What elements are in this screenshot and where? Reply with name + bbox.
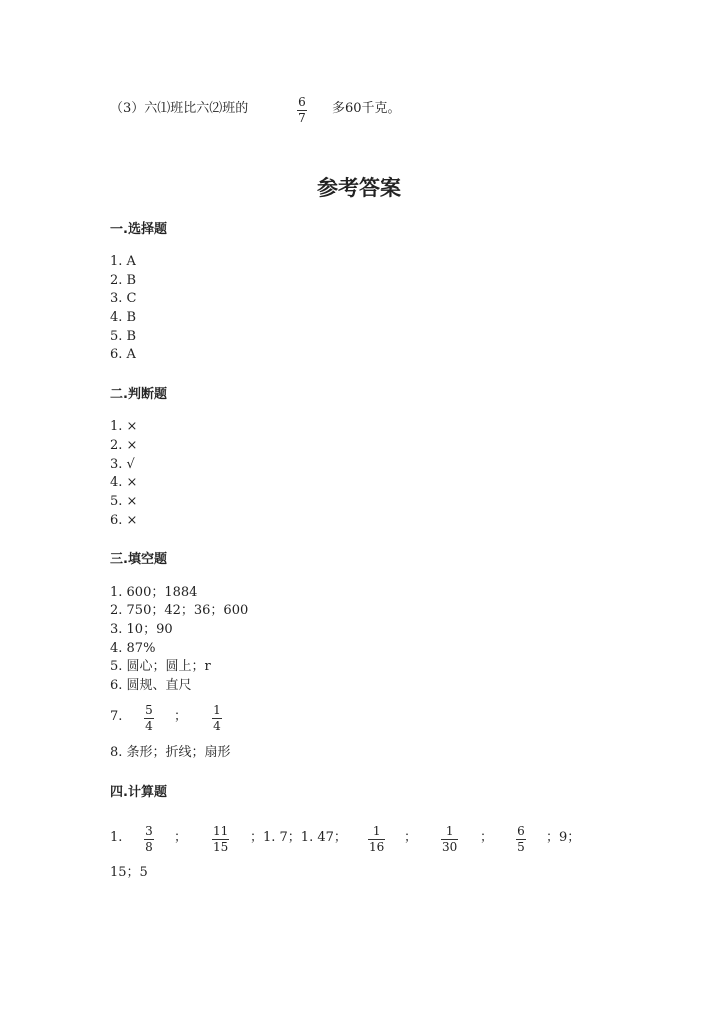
answer-item: 2. B — [110, 273, 137, 288]
calc-fraction-5 — [516, 825, 526, 854]
answer-item: 4. 87% — [110, 641, 156, 656]
fraction-numerator: 1 — [213, 703, 221, 717]
calc-line-2: 15；5 — [110, 865, 148, 880]
question-3-prefix: （3）六⑴班比六⑵班的 — [110, 101, 249, 116]
calc-fraction-2 — [212, 825, 229, 854]
fraction-numerator: 1 — [445, 824, 454, 838]
answer-item: 2. 750；42；36；600 — [110, 603, 249, 618]
answer-item: 5. 圆心；圆上；r — [110, 659, 211, 674]
fraction-denominator: 30 — [442, 840, 458, 854]
answer-item: 3. √ — [110, 457, 135, 472]
question-3-suffix: 多60千克。 — [332, 101, 401, 116]
fraction-numerator: 1 — [372, 824, 381, 838]
answer-item: 6. A — [110, 347, 136, 362]
section-heading-judge: 二.判断题 — [110, 387, 167, 402]
calc-item-1-label: 1. — [110, 830, 123, 845]
fraction-denominator: 16 — [369, 840, 385, 854]
fraction-denominator: 5 — [517, 840, 525, 854]
fraction-numerator: 6 — [517, 824, 525, 838]
section-heading-choice: 一.选择题 — [110, 222, 167, 237]
calc-fraction-4 — [441, 825, 458, 854]
answer-item: 5. × — [110, 494, 138, 509]
fraction-numerator: 3 — [145, 824, 153, 838]
calc-separator: ； — [174, 830, 188, 845]
answer-item: 1. × — [110, 419, 138, 434]
section-heading-fill: 三.填空题 — [110, 552, 167, 567]
answer-item-7-fraction-1 — [144, 704, 154, 733]
answer-title: 参考答案 — [317, 176, 401, 200]
answer-item: 3. C — [110, 291, 137, 306]
answer-item: 3. 10；90 — [110, 622, 173, 637]
answer-item: 5. B — [110, 329, 137, 344]
answer-item: 1. A — [110, 254, 136, 269]
answer-item: 8. 条形；折线；扇形 — [110, 745, 231, 760]
answer-item: 4. B — [110, 310, 137, 325]
calc-separator: ； — [404, 830, 418, 845]
calc-decimals: ；1. 7；1. 47； — [250, 830, 347, 845]
section-heading-calc: 四.计算题 — [110, 785, 167, 800]
calc-separator: ； — [480, 830, 494, 845]
answer-item-7-fraction-2 — [212, 704, 222, 733]
fraction-denominator: 8 — [145, 840, 153, 854]
answer-item-7-separator: ； — [174, 709, 188, 724]
fraction-denominator: 4 — [145, 719, 153, 733]
calc-fraction-1 — [144, 825, 154, 854]
answer-item: 6. 圆规、直尺 — [110, 678, 192, 693]
fraction-numerator: 5 — [145, 703, 153, 717]
answer-item: 1. 600；1884 — [110, 585, 198, 600]
question-3-fraction — [297, 96, 307, 125]
fraction-denominator: 15 — [213, 840, 229, 854]
answer-item: 4. × — [110, 475, 138, 490]
answer-item: 2. × — [110, 438, 138, 453]
fraction-numerator: 11 — [213, 824, 229, 838]
calc-tail: ；9； — [546, 830, 581, 845]
calc-fraction-3 — [368, 825, 385, 854]
fraction-denominator: 7 — [298, 111, 306, 125]
answer-item-7-label: 7. — [110, 709, 123, 724]
answer-item: 6. × — [110, 513, 138, 528]
fraction-denominator: 4 — [213, 719, 221, 733]
fraction-numerator: 6 — [298, 95, 306, 109]
